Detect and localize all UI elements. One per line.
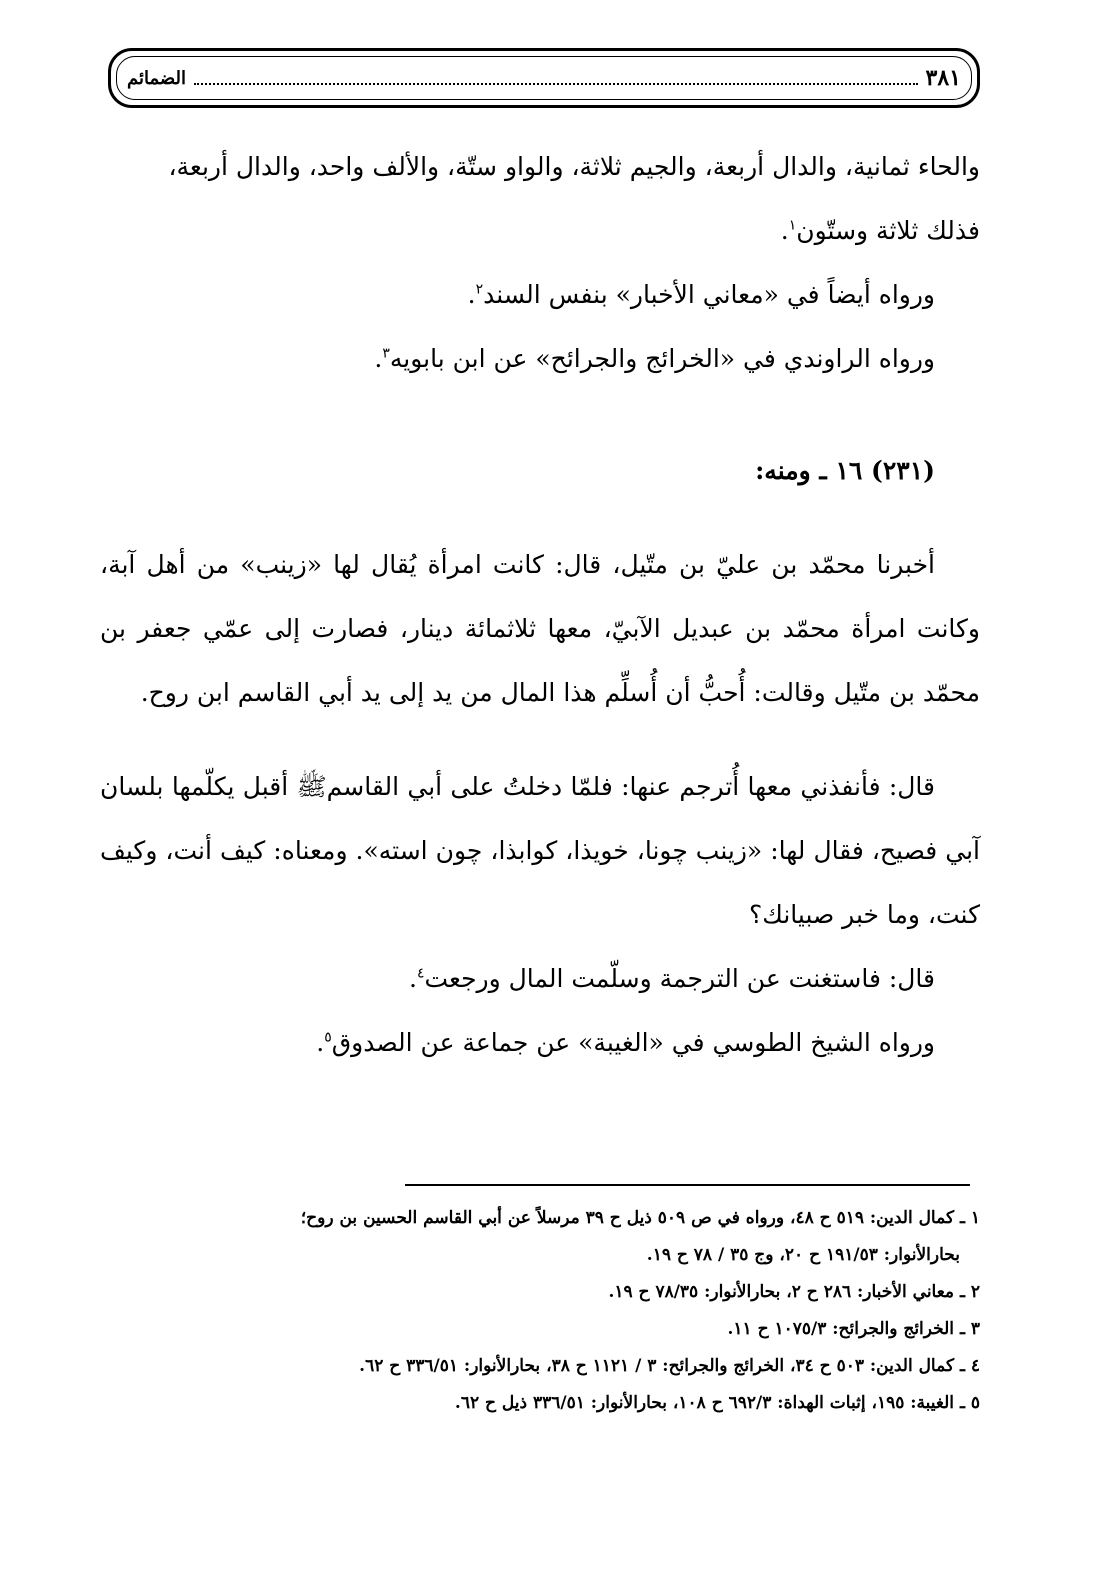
paragraph-2-text: ورواه أيضاً في «معاني الأخبار» بنفس السند: [483, 280, 935, 309]
footnote-2: ٢ ـ معاني الأخبار: ٢٨٦ ح ٢، بحارالأنوار: ٧٨/٣٥ ح ١٩.: [608, 1282, 980, 1302]
paragraph-4: أخبرنا محمّد بن عليّ بن متّيل، قال: كانت امرأة يُقال لها «زينب» من أهل آبة، وكانت امرأة محمّد بن عبديل الآبيّ، معها ثلاثمائة دينار، فصارت إلى عمّي جعفر بن محمّد بن متّيل وقالت: أُحبُّ أن أُسلِّم هذا المال من يد إلى يد أبي القاسم ابن روح.: [100, 550, 980, 707]
running-header: [108, 48, 980, 108]
footnote-ref-5: ٥: [324, 1029, 332, 1046]
footnote-1-line-1: ١ ـ كمال الدين: ٥١٩ ح ٤٨، ورواه في ص ٥٠٩ ذيل ح ٣٩ مرسلاً عن أبي القاسم الحسين بن روح؛: [300, 1208, 980, 1228]
running-header-inner: [116, 56, 972, 100]
main-text: [100, 135, 980, 1075]
period: .: [780, 216, 789, 245]
footnote-ref-3: ٣: [382, 345, 390, 362]
footnote-3: ٣ ـ الخرائج والجرائح: ١٠٧٥/٣ ح ١١.: [727, 1319, 980, 1339]
footnote-ref-4: ٤: [416, 965, 425, 982]
footnote-5: ٥ ـ الغيبة: ١٩٥، إثبات الهداة: ٦٩٢/٣ ح ١٠٨، بحارالأنوار: ٣٣٦/٥١ ذيل ح ٦٢.: [454, 1393, 980, 1413]
paragraph-1-line-2: فذلك ثلاثة وستّون: [796, 216, 980, 245]
paragraph-7-text: ورواه الشيخ الطوسي في «الغيبة» عن جماعة عن الصدوق: [331, 1028, 935, 1057]
period: .: [316, 1028, 325, 1057]
paragraph-3-text: ورواه الراوندي في «الخرائج والجرائح» عن ابن بابويه: [389, 344, 935, 373]
paragraph-2: [100, 263, 980, 327]
paragraph-6: [100, 947, 980, 1011]
footnote-1-line-2: بحارالأنوار: ١٩١/٥٣ ح ٢٠، وج ٣٥ / ٧٨ ح ١٩.: [646, 1245, 960, 1265]
running-title: الضمائم: [127, 67, 186, 89]
footnote-4: ٤ ـ كمال الدين: ٥٠٣ ح ٣٤، الخرائج والجرائح: ٣ / ١١٢١ ح ٣٨، بحارالأنوار: ٣٣٦/٥١ ح ٦٢.: [359, 1356, 980, 1376]
section-heading: (٢٣١) ١٦ ـ ومنه:: [755, 456, 935, 485]
paragraph-6-text: قال: فاستغنت عن الترجمة وسلّمت المال ورجعت: [424, 964, 935, 993]
paragraph-1: [100, 135, 980, 263]
paragraph-3: [100, 327, 980, 391]
paragraph-1-line-1: والحاء ثمانية، والدال أربعة، والجيم ثلاثة، والواو ستّة، والألف واحد، والدال أربعة،: [168, 152, 980, 181]
footnotes: [100, 1200, 980, 1422]
page-number: ٣٨١: [925, 65, 961, 91]
period: .: [409, 964, 417, 993]
period: .: [467, 280, 476, 309]
paragraph-5: قال: فأنفذني معها أُترجم عنها: فلمّا دخلتُ على أبي القاسمﷺ أقبل يكلّمها بلسان آبي فصيح، فقال لها: «زينب چونا، خويذا، كوابذا، چون استه». ومعناه: كيف أنت، وكيف كنت، وما خبر صبيانك؟: [100, 772, 980, 929]
paragraph-7: [100, 1011, 980, 1075]
footnote-ref-1: ١: [788, 217, 797, 234]
dot-leader: [194, 83, 918, 85]
footnote-separator: [405, 1184, 970, 1186]
period: .: [374, 344, 383, 373]
footnote-ref-2: ٢: [475, 281, 484, 298]
